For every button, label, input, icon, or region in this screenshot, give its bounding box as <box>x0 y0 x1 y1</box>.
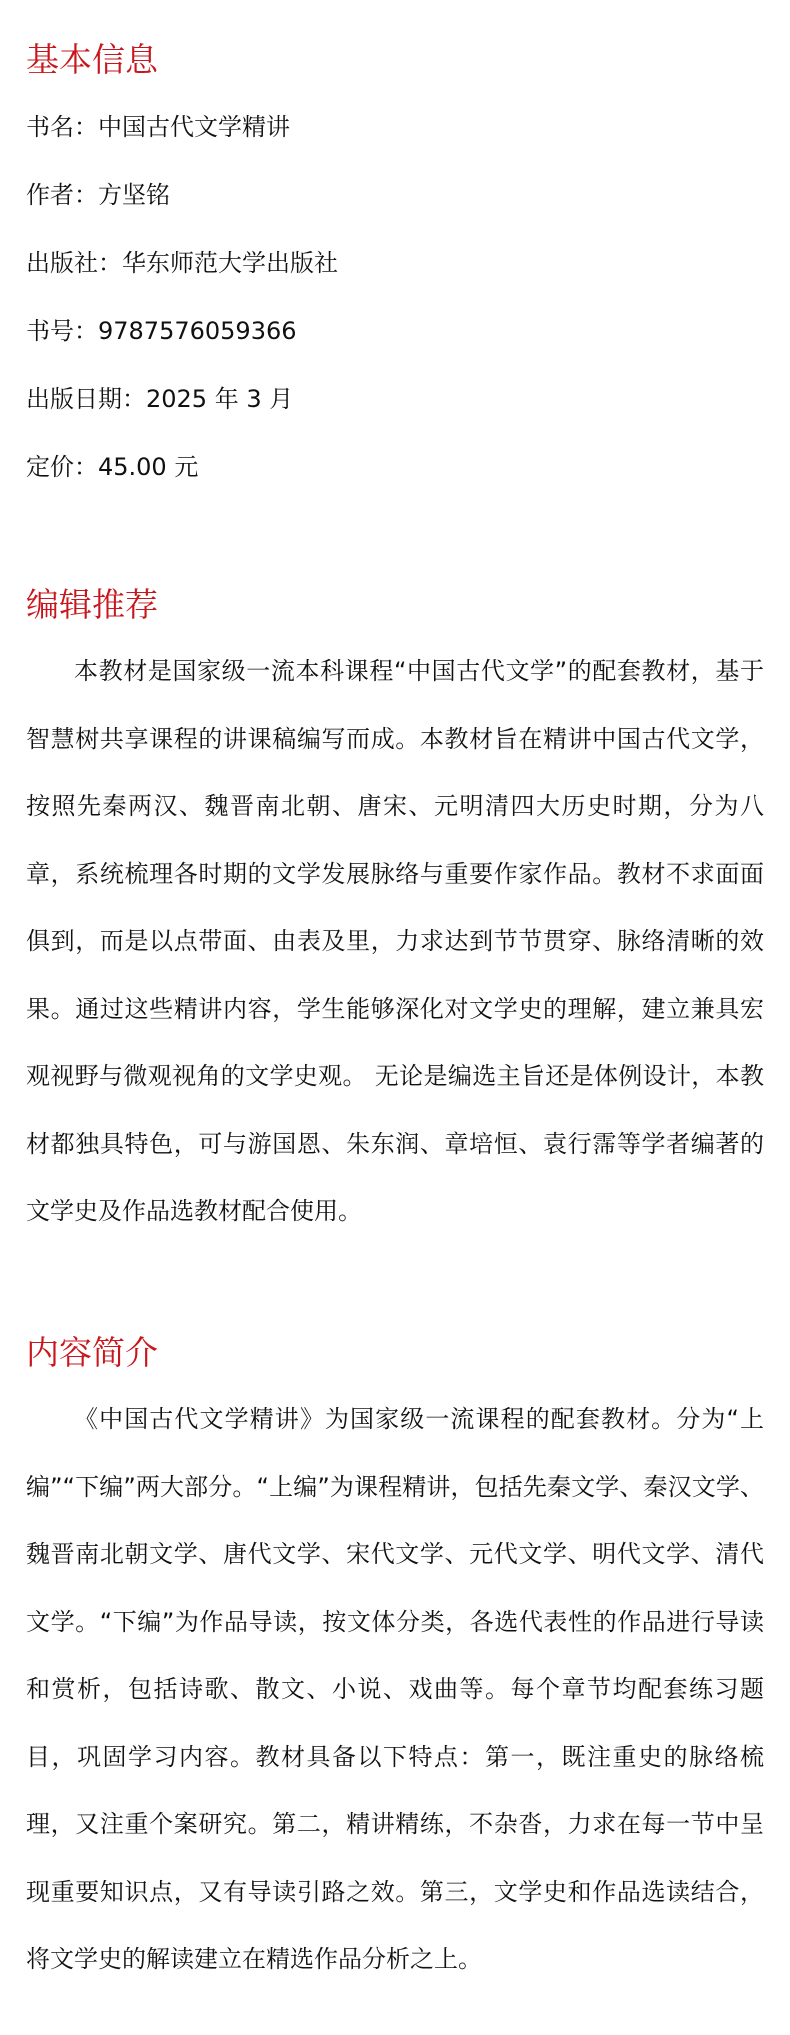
editor-recommendation-text: 本教材是国家级一流本科课程“中国古代文学”的配套教材，基于智慧树共享课程的讲课稿编写而成。本教材旨在精讲中国古代文学，按照先秦两汉、魏晋南北朝、唐宋、元明清四大历史时期，分为八章，系统梳理各时期的文学发展脉络与重要作家作品。教材不求面面俱到，而是以点带面、由表及里，力求达到节节贯穿、脉络清晰的效果。通过这些精讲内容，学生能够深化对文学史的理解，建立兼具宏观视野与微观视角的文学史观。 无论是编选主旨还是体例设计，本教材都独具特色，可与游国恩、朱东润、章培恒、袁行霈等学者编著的文学史及作品选教材配合使用。 <box>26 657 764 1225</box>
publish-date-field: 出版日期：2025 年 3 月 <box>26 385 294 413</box>
publisher-field: 出版社：华东师范大学出版社 <box>26 249 338 277</box>
isbn-field: 书号：9787576059366 <box>26 317 297 345</box>
content-summary-heading: 内容简介 <box>26 1333 158 1372</box>
content-summary-text: 《中国古代文学精讲》为国家级一流课程的配套教材。分为“上编”“下编”两大部分。“上编”为课程精讲，包括先秦文学、秦汉文学、魏晋南北朝文学、唐代文学、宋代文学、元代文学、明代文学、清代文学。“下编”为作品导读，按文体分类，各选代表性的作品进行导读和赏析，包括诗歌、散文、小说、戏曲等。每个章节均配套练习题目，巩固学习内容。教材具备以下特点：第一，既注重史的脉络梳理，又注重个案研究。第二，精讲精练，不杂沓，力求在每一节中呈现重要知识点，又有导读引路之效。第三，文学史和作品选读结合，将文学史的解读建立在精选作品分析之上。 <box>26 1405 764 1973</box>
editor-recommendation-heading: 编辑推荐 <box>26 585 158 624</box>
basic-info-heading: 基本信息 <box>26 40 158 79</box>
book-title-field: 书名：中国古代文学精讲 <box>26 113 290 141</box>
author-field: 作者：方坚铭 <box>26 181 170 209</box>
price-field: 定价：45.00 元 <box>26 453 199 481</box>
basic-info-list <box>26 110 338 518</box>
